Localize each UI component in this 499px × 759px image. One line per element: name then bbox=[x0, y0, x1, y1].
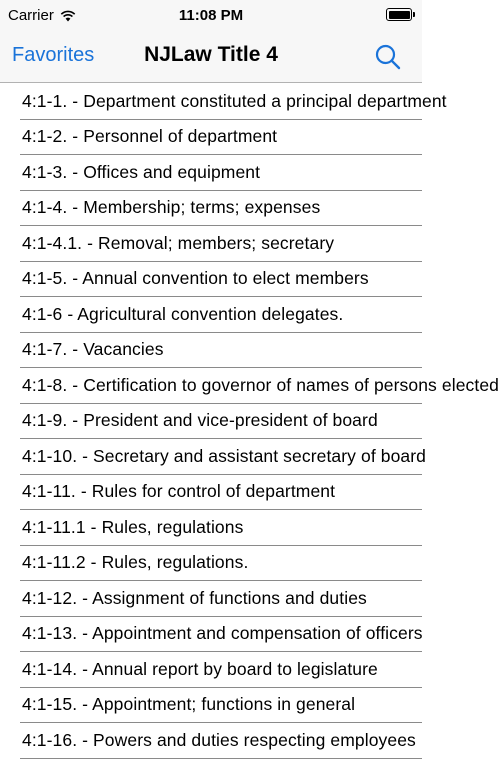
favorites-button[interactable]: Favorites bbox=[12, 44, 95, 66]
list-item[interactable] bbox=[20, 404, 422, 440]
battery-icon bbox=[386, 8, 412, 21]
list-item[interactable] bbox=[20, 84, 447, 120]
battery-fill bbox=[389, 11, 410, 19]
list-item-label: 4:1-4.1. - Removal; members; secretary bbox=[22, 232, 335, 253]
list-item[interactable] bbox=[20, 439, 427, 475]
list-item[interactable] bbox=[20, 581, 422, 617]
list-item-label: 4:1-5. - Annual convention to elect members bbox=[22, 268, 369, 289]
list-item-label: 4:1-8. - Certification to governor of names of persons elected bbox=[22, 374, 499, 395]
status-time: 11:08 PM bbox=[178, 7, 244, 24]
carrier-label: Carrier bbox=[8, 7, 54, 24]
list-item[interactable] bbox=[20, 191, 422, 227]
list-item[interactable] bbox=[20, 226, 422, 262]
list-item-label: 4:1-7. - Vacancies bbox=[22, 339, 164, 360]
status-bar bbox=[0, 0, 422, 30]
list-item-label: 4:1-9. - President and vice-president of board bbox=[22, 410, 378, 431]
list-item[interactable] bbox=[20, 333, 422, 369]
list-item[interactable] bbox=[20, 262, 422, 298]
list-item[interactable] bbox=[20, 688, 422, 724]
search-icon[interactable] bbox=[374, 43, 402, 71]
list-item-label: 4:1-4. - Membership; terms; expenses bbox=[22, 197, 321, 218]
list-item-label: 4:1-6 - Agricultural convention delegates. bbox=[22, 303, 344, 324]
list-item[interactable] bbox=[20, 652, 422, 688]
list-item-label: 4:1-11.1 - Rules, regulations bbox=[22, 516, 244, 537]
list-item[interactable] bbox=[20, 368, 499, 404]
list-item-label: 4:1-15. - Appointment; functions in general bbox=[22, 694, 356, 715]
navigation-bar bbox=[0, 30, 422, 83]
list-item-label: 4:1-14. - Annual report by board to legislature bbox=[22, 658, 378, 679]
list-item-label: 4:1-13. - Appointment and compensation of officers bbox=[22, 623, 423, 644]
list-item-label: 4:1-10. - Secretary and assistant secretary of board bbox=[22, 445, 427, 466]
list-item[interactable] bbox=[20, 546, 422, 582]
list-item-label: 4:1-1. - Department constituted a principal department bbox=[22, 90, 447, 111]
list-item[interactable] bbox=[20, 475, 422, 511]
list-item-label: 4:1-11.2 - Rules, regulations. bbox=[22, 552, 249, 573]
list-item[interactable] bbox=[20, 617, 422, 653]
list-item[interactable] bbox=[20, 510, 422, 546]
list-item-label: 4:1-2. - Personnel of department bbox=[22, 126, 278, 147]
list-item-label: 4:1-12. - Assignment of functions and duties bbox=[22, 587, 367, 608]
page-title-text: NJLaw Title 4 bbox=[144, 43, 278, 66]
list-item-label: 4:1-16. - Powers and duties respecting employees bbox=[22, 729, 416, 750]
list-item[interactable] bbox=[20, 297, 422, 333]
list-item-label: 4:1-3. - Offices and equipment bbox=[22, 161, 261, 182]
list-item[interactable] bbox=[20, 155, 422, 191]
list-item[interactable] bbox=[20, 723, 422, 759]
list-item[interactable] bbox=[20, 120, 422, 156]
section-list bbox=[0, 84, 499, 759]
list-item-label: 4:1-11. - Rules for control of department bbox=[22, 481, 336, 502]
